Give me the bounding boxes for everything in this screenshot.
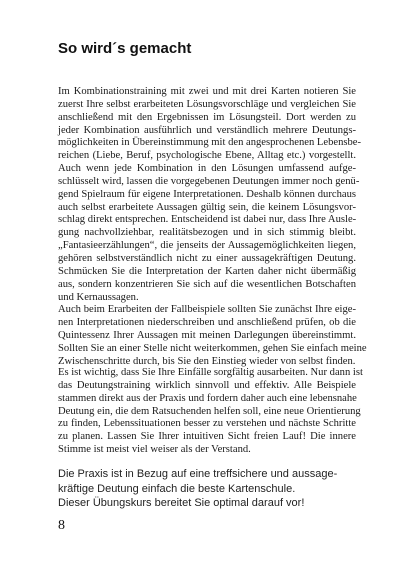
text-line: Zwischenschritte durch, bis Sie den Einstieg wieder von selbst finden.: [58, 355, 356, 367]
text-line: möglichkeiten in Übereinstimmung mit den angesprochenen Lebensbe-: [58, 137, 362, 149]
text-line: gend Spielraum für eigene Interpretationen. Deshalb können durchaus: [58, 188, 356, 200]
text-line: jeder Kombination ausführlich und verständlich mehrere Deutungs-: [58, 124, 356, 136]
text-line: reichen (Liebe, Beruf, psychologische Ebene, Alltag etc.) vorgestellt.: [58, 150, 356, 162]
text-line: das Deutungstraining wirklich sinnvoll und effektiv. Alle Beispiele: [58, 379, 356, 391]
text-line: und Kernaussagen.: [58, 291, 139, 303]
text-line: Im Kombinationstraining mit zwei und mit drei Karten notieren Sie: [58, 86, 356, 97]
emphasis-box: [58, 467, 368, 511]
page-number: 8: [58, 518, 65, 533]
text-line: nen Interpretationen niederschreiben und anschließend prüfen, ob die: [58, 317, 356, 329]
text-line: schlag direkt entsprechen. Entscheidend ist dabei nur, dass Ihre Ausle-: [58, 214, 357, 226]
emphasis-line: kräftige Deutung einfach die beste Kartenschule.: [58, 482, 296, 495]
text-line: zuerst Ihre selbst erarbeiteten Lösungsvorschläge und vergleichen Sie: [58, 98, 356, 110]
page-heading: So wird´s gemacht: [58, 40, 192, 57]
text-line: aus, sondern konzentrieren Sie sich auf die wesentlichen Botschaften: [58, 278, 356, 290]
text-line: stammen direkt aus der Praxis und fordern daher auch eine lebensnahe: [58, 392, 357, 404]
text-line: „Fantasieerzählungen“, die jenseits der Aussagemöglichkeiten liegen,: [58, 240, 356, 252]
emphasis-line: Dieser Übungskurs bereitet Sie optimal darauf vor!: [58, 497, 305, 509]
text-line: gehören selbstverständlich nicht zu einer aussagekräftigen Deutung.: [58, 252, 356, 264]
text-line: gung nachvollziehbar, realitätsbezogen und in sich stimmig bleibt.: [58, 227, 356, 239]
emphasis-line: Die Praxis ist in Bezug auf eine treffsichere und aussage-: [58, 468, 338, 480]
text-line: zu planen. Lassen Sie Ihrer intuitiven Sicht freien Lauf! Die innere: [58, 431, 356, 443]
text-line: Stimme ist meist viel weiser als der Verstand.: [58, 444, 251, 456]
text-line: Auch wenn jede Kombination in den Lösungen umfassend aufge-: [58, 163, 356, 175]
paragraph-2: [58, 367, 363, 457]
text-line: zu finden, Lebenssituationen besser zu verstehen und nächste Schritte: [58, 418, 356, 430]
text-line: Schmücken Sie die Interpretation der Karten daher nicht übermäßig: [58, 265, 356, 277]
text-line: Sollten Sie an einer Stelle nicht weiterkommen, gehen Sie einfach meine: [58, 342, 367, 354]
text-line: schlüsselt wird, lassen die vorgegebenen Deutungen immer noch genü-: [58, 175, 360, 187]
paragraph-1: [58, 86, 367, 369]
text-line: Quintessenz Ihrer Aussagen mit meinen Darlegungen übereinstimmt.: [58, 330, 356, 342]
text-line: auch selbst erarbeitete Aussagen gültig sein, die keinem Lösungsvor-: [58, 201, 356, 213]
text-line: Auch beim Erarbeiten der Fallbeispiele sollten Sie zunächst Ihre eige-: [58, 304, 356, 316]
text-line: Es ist wichtig, dass Sie Ihre Einfälle sorgfältig ausarbeiten. Nur dann ist: [58, 367, 363, 378]
text-line: Deutung ein, die dem Ratsuchenden helfen soll, eine neue Orientierung: [58, 405, 361, 417]
text-line: anschließend mit den Ergebnissen im Lösungsteil. Dort werden zu: [58, 111, 356, 123]
